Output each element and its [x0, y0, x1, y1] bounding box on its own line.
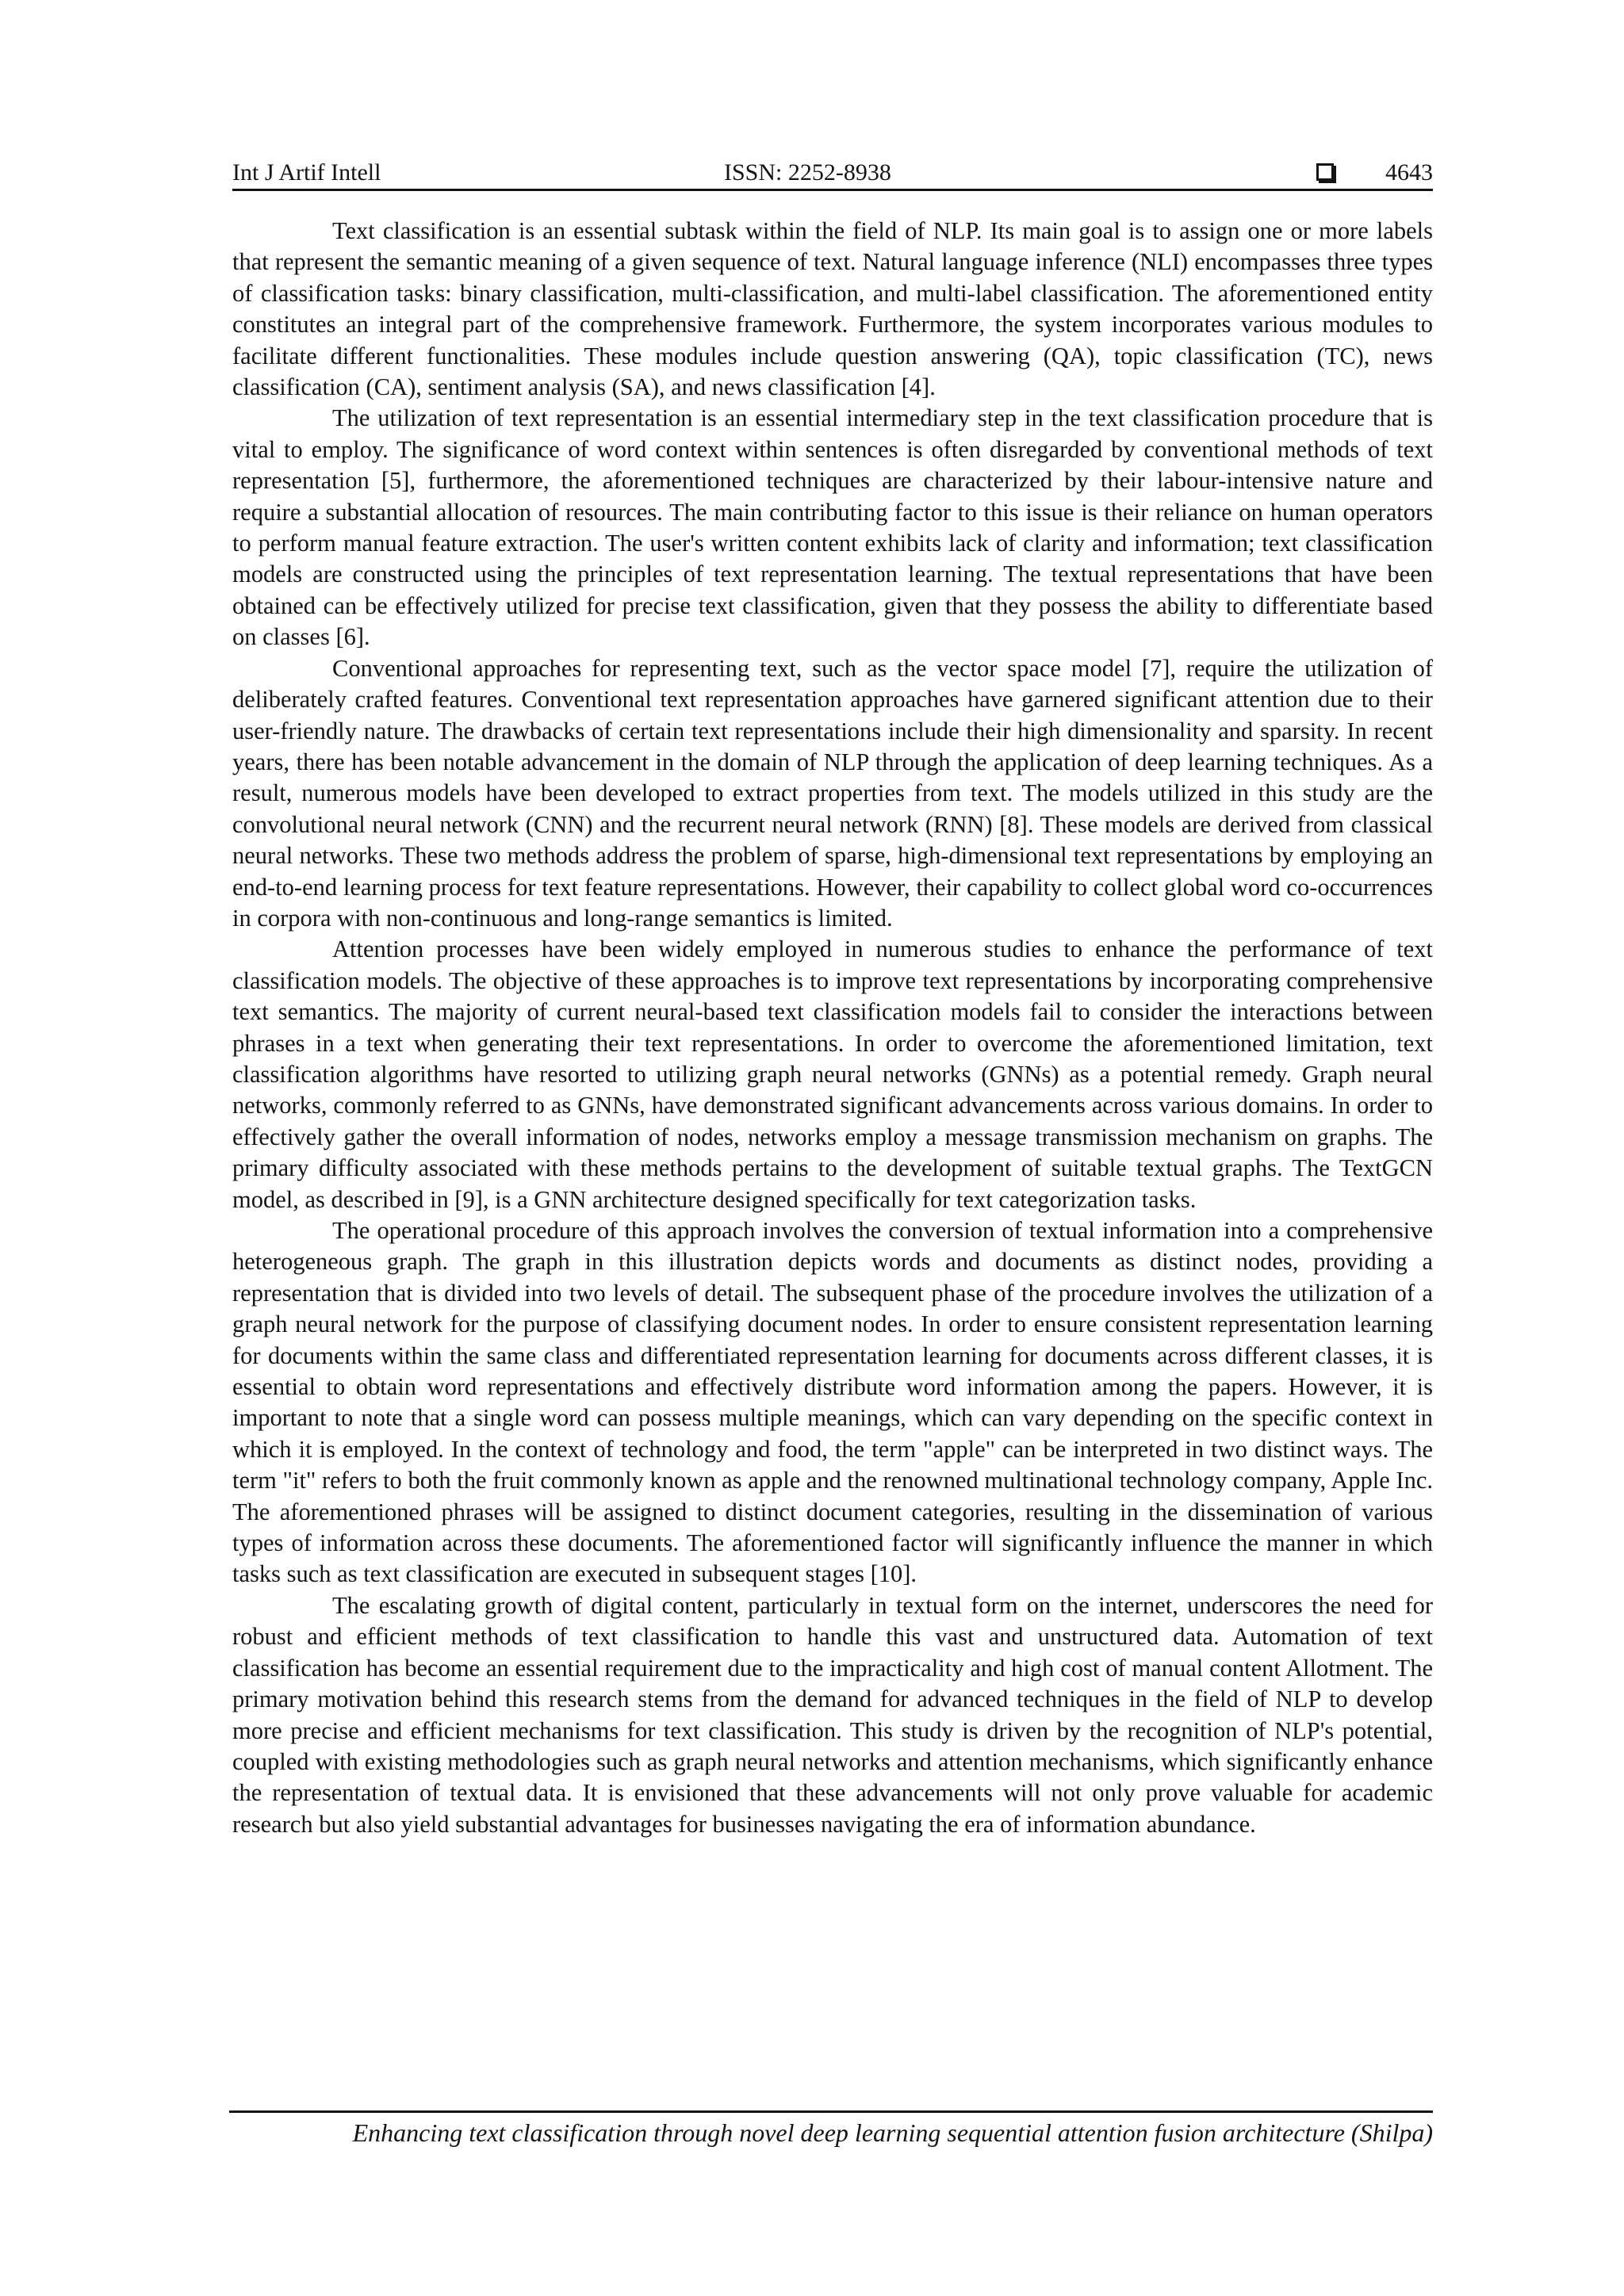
paragraph-4: Attention processes have been widely employed in numerous studies to enhance the performance of text classification models. The objective of these approaches is to improve text representations by incorporating comprehensive text semantics. The majority of current neural-based text classification models fail to consider the interactions between phrases in a text when generating their text representations. In order to overcome the aforementioned limitation, text classification algorithms have resorted to utilizing graph neural networks (GNNs) as a potential remedy. Graph neural networks, commonly referred to as GNNs, have demonstrated significant advancements across various domains. In order to effectively gather the overall information of nodes, networks employ a message transmission mechanism on graphs. The primary difficulty associated with these methods pertains to the development of suitable textual graphs. The TextGCN model, as described in [9], is a GNN architecture designed specifically for text categorization tasks. [232, 936, 1433, 1213]
checkbox-square-icon [1316, 163, 1334, 181]
header-rule [232, 189, 1433, 191]
paragraph-3: Conventional approaches for representing text, such as the vector space model [7], require the utilization of deliberately crafted features. Conventional text representation approaches have garnered significant attention due to their user-friendly nature. The drawbacks of certain text representations include their high dimensionality and sparsity. In recent years, there has been notable advancement in the domain of NLP through the application of deep learning techniques. As a result, numerous models have been developed to extract properties from text. The models utilized in this study are the convolutional neural network (CNN) and the recurrent neural network (RNN) [8]. These models are derived from classical neural networks. These two methods address the problem of sparse, high-dimensional text representations by employing an end-to-end learning process for text feature representations. However, their capability to collect global word co-occurrences in corpora with non-continuous and long-range semantics is limited. [232, 654, 1433, 932]
issn-label: ISSN: 2252-8938 [724, 159, 891, 186]
running-title: Enhancing text classification through novel deep learning sequential attention fusion architecture (Shilpa) [352, 2118, 1433, 2147]
journal-name: Int J Artif Intell [232, 159, 381, 186]
page-number: 4643 [1385, 159, 1433, 186]
paragraph-5: The operational procedure of this approach involves the conversion of textual information into a comprehensive heterogeneous graph. The graph in this illustration depicts words and documents as distinct nodes, providing a representation that is divided into two levels of detail. The subsequent phase of the procedure involves the utilization of a graph neural network for the purpose of classifying document nodes. In order to ensure consistent representation learning for documents within the same class and differentiated representation learning for documents across different classes, it is essential to obtain word representations and effectively distribute word information among the papers. However, it is important to note that a single word can possess multiple meanings, which can vary depending on the specific context in which it is employed. In the context of technology and food, the term "apple" can be interpreted in two distinct ways. The term "it" refers to both the fruit commonly known as apple and the renowned multinational technology company, Apple Inc. The aforementioned phrases will be assigned to distinct document categories, resulting in the dissemination of various types of information across these documents. The aforementioned factor will significantly influence the manner in which tasks such as text classification are executed in subsequent stages [10]. [232, 1217, 1433, 1588]
paragraph-2: The utilization of text representation is an essential intermediary step in the text classification procedure that is vital to employ. The significance of word context within sentences is often disregarded by conventional methods of text representation [5], furthermore, the aforementioned techniques are characterized by their labour-intensive nature and require a substantial allocation of resources. The main contributing factor to this issue is their reliance on human operators to perform manual feature extraction. The user's written content exhibits lack of clarity and information; text classification models are constructed using the principles of text representation learning. The textual representations that have been obtained can be effectively utilized for precise text classification, given that they possess the ability to differentiate based on classes [6]. [232, 404, 1433, 651]
paragraph-1: Text classification is an essential subtask within the field of NLP. Its main goal is to assign one or more labels that represent the semantic meaning of a given sequence of text. Natural language inference (NLI) encompasses three types of classification tasks: binary classification, multi-classification, and multi-label classification. The aforementioned entity constitutes an integral part of the comprehensive framework. Furthermore, the system incorporates various modules to facilitate different functionalities. These modules include question answering (QA), topic classification (TC), news classification (CA), sentiment analysis (SA), and news classification [4]. [232, 217, 1433, 401]
paragraph-6: The escalating growth of digital content, particularly in textual form on the internet, underscores the need for robust and efficient methods of text classification to handle this vast and unstructured data. Automation of text classification has become an essential requirement due to the impracticality and high cost of manual content Allotment. The primary motivation behind this research stems from the demand for advanced techniques in the field of NLP to develop more precise and efficient mechanisms for text classification. This study is driven by the recognition of NLP's potential, coupled with existing methodologies such as graph neural networks and attention mechanisms, which significantly enhance the representation of textual data. It is envisioned that these advancements will not only prove valuable for academic research but also yield substantial advantages for businesses navigating the era of information abundance. [232, 1591, 1433, 1838]
footer-rule [229, 2110, 1433, 2113]
page-header [232, 155, 1433, 190]
body-text [232, 216, 1433, 1840]
paper-page [232, 0, 1433, 2296]
